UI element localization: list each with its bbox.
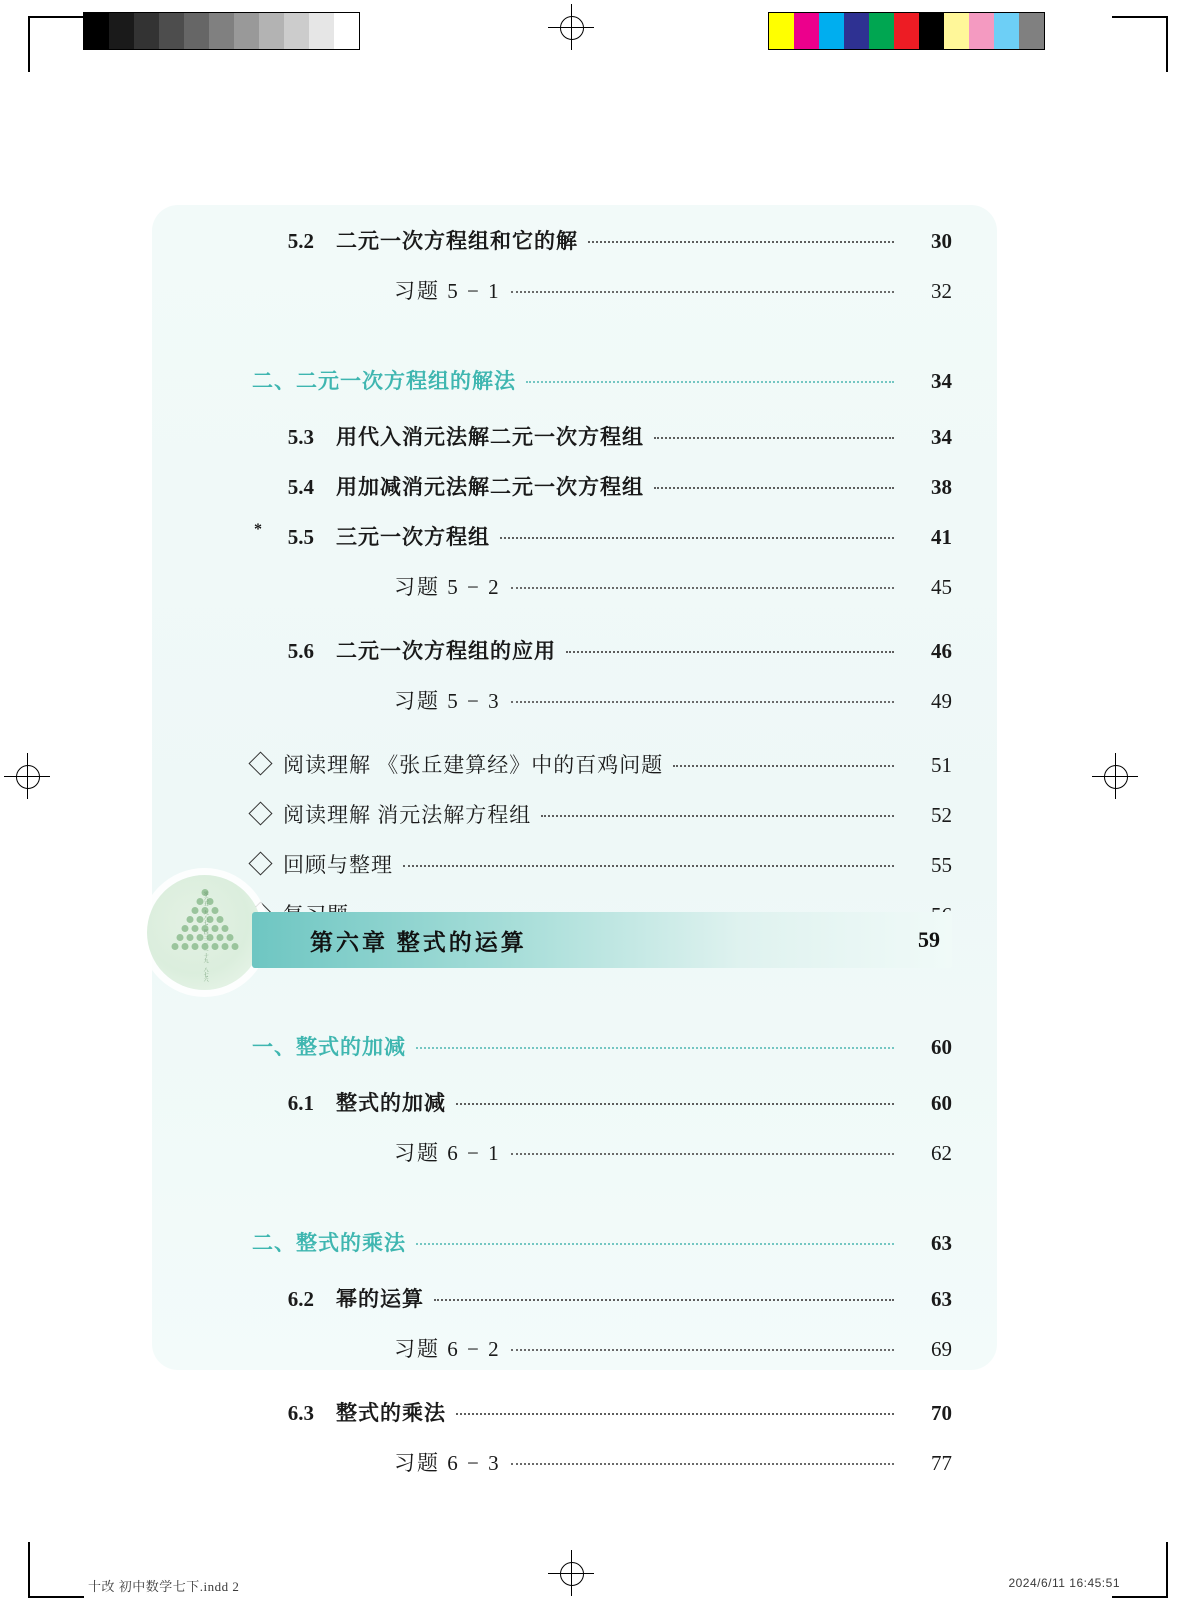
leader-dots: [434, 1299, 894, 1301]
leader-dots: [500, 537, 894, 539]
leader-dots: [456, 1413, 894, 1415]
toc-entry-page: 69: [931, 1337, 952, 1361]
toc-entry-page: 62: [931, 1141, 952, 1165]
color-swatch: [969, 13, 994, 49]
toc-entry-title: 习题 5 − 2: [394, 575, 501, 599]
toc-entry-title: 二元一次方程组和它的解: [336, 229, 578, 253]
leader-dots: [416, 1047, 894, 1049]
grayscale-swatch: [109, 13, 134, 49]
toc-entry-title: 二元一次方程组的应用: [336, 639, 556, 663]
toc-entry-title: 整式的乘法: [336, 1401, 446, 1425]
emblem-dot: [186, 916, 193, 923]
crop-mark-bottom-left: [28, 1542, 84, 1598]
chapter-page-number: 59: [918, 927, 940, 952]
color-swatch: [819, 13, 844, 49]
emblem-dot: [191, 943, 198, 950]
toc-entry-row[interactable]: [252, 1031, 952, 1087]
toc-entry-row[interactable]: [252, 1087, 952, 1137]
emblem-dot: [171, 943, 178, 950]
table-of-contents-panel: [152, 205, 997, 1475]
toc-entry-page: 38: [931, 475, 952, 499]
toc-entry-title: 习题 5 − 3: [394, 689, 501, 713]
toc-entry-row[interactable]: [252, 799, 952, 849]
registration-mark-top: [548, 4, 594, 50]
toc-entry-page: 55: [931, 853, 952, 877]
grayscale-swatch: [309, 13, 334, 49]
toc-entry-title: 用代入消元法解二元一次方程组: [336, 425, 644, 449]
leader-dots: [456, 1103, 894, 1105]
diamond-bullet-icon: [248, 801, 272, 825]
emblem-dot: [221, 925, 228, 932]
toc-entry-page: 46: [931, 639, 952, 663]
toc-entry-number: 6.2: [287, 1287, 314, 1311]
toc-entry-page: 77: [931, 1451, 952, 1475]
color-swatch: [919, 13, 944, 49]
toc-entry-title: 习题 6 − 1: [394, 1141, 501, 1165]
grayscale-swatch: [234, 13, 259, 49]
toc-entry-page: 30: [931, 229, 952, 253]
emblem-dot: [216, 934, 223, 941]
toc-entry-row[interactable]: [252, 471, 952, 521]
toc-entry-row[interactable]: [252, 749, 952, 799]
toc-entry-title: 二、整式的乘法: [252, 1231, 406, 1255]
toc-list-chapter-six: [252, 1005, 952, 1497]
toc-entry-row[interactable]: [252, 1137, 952, 1187]
toc-entry-row[interactable]: [252, 571, 952, 621]
leader-dots: [566, 651, 894, 653]
diamond-bullet-icon: [248, 851, 272, 875]
leader-dots: [511, 291, 894, 293]
grayscale-swatch: [284, 13, 309, 49]
color-swatch: [769, 13, 794, 49]
toc-entry-title: 习题 6 − 2: [394, 1337, 501, 1361]
leader-dots: [416, 1243, 894, 1245]
grayscale-swatch: [159, 13, 184, 49]
starred-marker: *: [254, 521, 262, 538]
toc-entry-row[interactable]: [252, 1283, 952, 1333]
color-swatch: [794, 13, 819, 49]
toc-entry-title: 用加减消元法解二元一次方程组: [336, 475, 644, 499]
leader-dots: [654, 437, 894, 439]
leader-dots: [588, 241, 894, 243]
registration-mark-left: [4, 753, 50, 799]
toc-entry-page: 63: [931, 1231, 952, 1255]
toc-entry-title: 阅读理解 《张丘建算经》中的百鸡问题: [252, 749, 663, 779]
toc-entry-row[interactable]: [252, 635, 952, 685]
emblem-dot: [216, 916, 223, 923]
toc-entry-row[interactable]: [252, 225, 952, 275]
toc-entry-row[interactable]: [252, 421, 952, 471]
toc-entry-page: 51: [931, 753, 952, 777]
emblem-dot: [191, 907, 198, 914]
emblem-dot: [211, 943, 218, 950]
toc-entry-row[interactable]: [252, 521, 952, 571]
toc-entry-number: 6.1: [287, 1091, 314, 1115]
leader-dots: [403, 865, 894, 867]
leader-dots: [511, 587, 894, 589]
toc-entry-row[interactable]: [252, 685, 952, 735]
grayscale-swatch: [209, 13, 234, 49]
toc-entry-row[interactable]: [252, 1397, 952, 1447]
toc-entry-row[interactable]: [252, 849, 952, 899]
emblem-dot: [176, 934, 183, 941]
grayscale-swatch: [259, 13, 284, 49]
toc-entry-page: 34: [931, 425, 952, 449]
toc-entry-page: 41: [931, 525, 952, 549]
grayscale-swatch: [134, 13, 159, 49]
toc-entry-row[interactable]: [252, 275, 952, 325]
registration-mark-bottom: [548, 1550, 594, 1596]
chapter-banner[interactable]: [252, 912, 952, 968]
emblem-dot: [181, 943, 188, 950]
toc-entry-page: 52: [931, 803, 952, 827]
toc-entry-row[interactable]: [252, 1227, 952, 1283]
toc-entry-page: 60: [931, 1035, 952, 1059]
leader-dots: [654, 487, 894, 489]
toc-list-chapter-five: [252, 225, 952, 949]
toc-entry-row[interactable]: [252, 1447, 952, 1497]
emblem-dot: [226, 934, 233, 941]
toc-entry-page: 63: [931, 1287, 952, 1311]
toc-spacer: [252, 339, 952, 365]
toc-spacer: [252, 1383, 952, 1397]
crop-mark-top-right: [1112, 16, 1168, 72]
toc-entry-number: 5.6: [287, 639, 314, 663]
toc-entry-page: 34: [931, 369, 952, 393]
toc-entry-title: 一、整式的加减: [252, 1035, 406, 1059]
diamond-bullet-icon: [248, 751, 272, 775]
toc-entry-page: 49: [931, 689, 952, 713]
toc-entry-title: 阅读理解 消元法解方程组: [252, 799, 531, 829]
toc-entry-number: 5.2: [287, 229, 314, 253]
emblem-dot: [211, 907, 218, 914]
emblem-dot: [181, 925, 188, 932]
leader-dots: [511, 1349, 894, 1351]
triangle-dot-emblem-icon: [147, 875, 262, 990]
toc-entry-page: 70: [931, 1401, 952, 1425]
leader-dots: [673, 765, 894, 767]
registration-mark-right: [1092, 753, 1138, 799]
toc-entry-title: 幂的运算: [336, 1287, 424, 1311]
toc-entry-title: 回顾与整理: [252, 849, 393, 879]
toc-spacer: [252, 325, 952, 339]
toc-entry-row[interactable]: [252, 1333, 952, 1383]
chapter-six-header: [152, 891, 997, 1015]
toc-entry-title: 二、二元一次方程组的解法: [252, 369, 516, 393]
toc-spacer: [252, 1187, 952, 1201]
leader-dots: [526, 381, 894, 383]
toc-entry-title: 习题 6 − 3: [394, 1451, 501, 1475]
grayscale-swatch: [84, 13, 109, 49]
grayscale-swatch: [184, 13, 209, 49]
leader-dots: [541, 815, 894, 817]
toc-entry-row[interactable]: [252, 365, 952, 421]
toc-entry-page: 60: [931, 1091, 952, 1115]
toc-entry-number: * 5.5: [254, 521, 314, 549]
leader-dots: [511, 1463, 894, 1465]
toc-spacer: [252, 621, 952, 635]
footer-file-label: 十改 初中数学七下.indd 2: [88, 1579, 240, 1594]
leader-dots: [511, 701, 894, 703]
toc-entry-title: 整式的加减: [336, 1091, 446, 1115]
color-swatch: [944, 13, 969, 49]
crop-mark-bottom-right: [1112, 1542, 1168, 1598]
emblem-dot: [191, 925, 198, 932]
toc-spacer: [252, 735, 952, 749]
toc-spacer: [252, 1201, 952, 1227]
toc-entry-page: 32: [931, 279, 952, 303]
toc-entry-number: 6.3: [287, 1401, 314, 1425]
toc-entry-title: 习题 5 − 1: [394, 279, 501, 303]
emblem-dot: [211, 925, 218, 932]
color-swatch: [994, 13, 1019, 49]
footer-timestamp: 2024/6/11 16:45:51: [1008, 1576, 1120, 1590]
emblem-dot: [231, 943, 238, 950]
toc-entry-title: 三元一次方程组: [336, 525, 490, 549]
toc-entry-number: 5.3: [287, 425, 314, 449]
chapter-title: 第六章 整式的运算: [310, 929, 527, 955]
color-calibration-bar: [768, 12, 1045, 50]
toc-entry-page: 45: [931, 575, 952, 599]
crop-mark-top-left: [28, 16, 84, 72]
toc-entry-number: 5.4: [287, 475, 314, 499]
emblem-dot: [186, 934, 193, 941]
grayscale-calibration-bar: [83, 12, 360, 50]
grayscale-swatch: [334, 13, 359, 49]
color-swatch: [894, 13, 919, 49]
leader-dots: [511, 1153, 894, 1155]
toc-spacer: [252, 1005, 952, 1031]
emblem-characters: 零六五 九八七 四三二 一十九 八七六: [202, 891, 208, 982]
emblem-dot: [221, 943, 228, 950]
color-swatch: [1019, 13, 1044, 49]
color-swatch: [844, 13, 869, 49]
color-swatch: [869, 13, 894, 49]
